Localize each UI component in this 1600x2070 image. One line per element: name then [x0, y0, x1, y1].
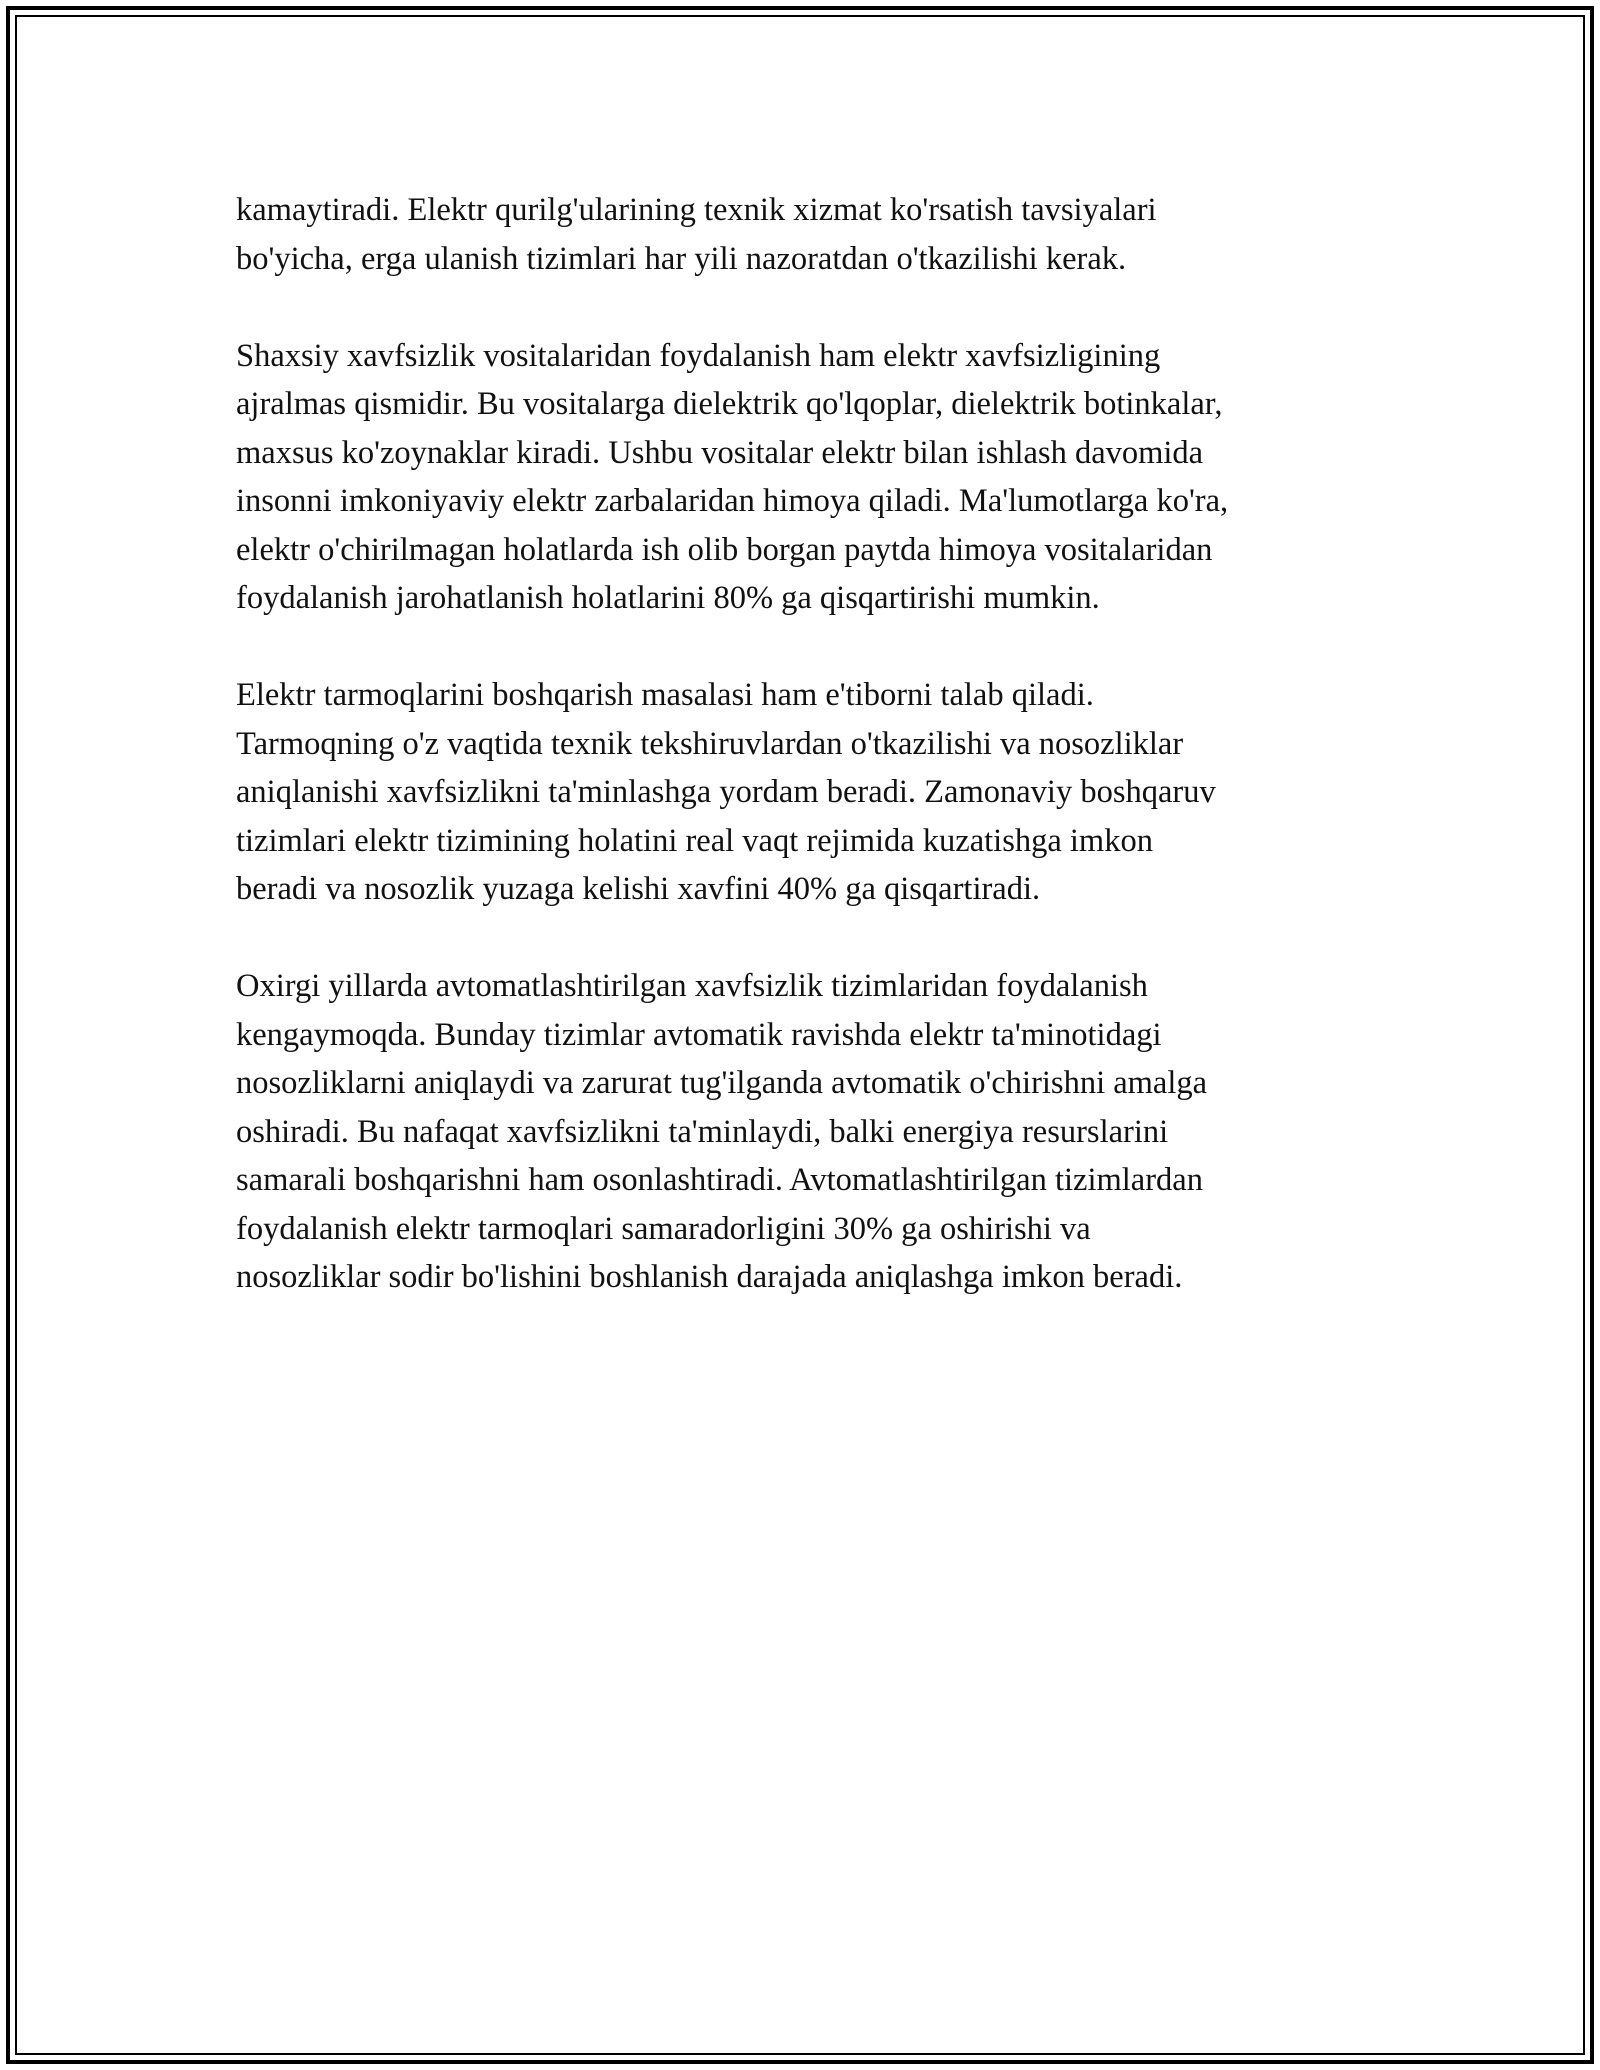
paragraph-2 — [236, 332, 1366, 623]
text-line: elektr o'chirilmagan holatlarda ish olib borgan paytda himoya vositalaridan — [236, 531, 1213, 568]
text-line: beradi va nosozlik yuzaga kelishi xavfini 40% ga qisqartiradi. — [236, 871, 1041, 907]
paragraph-3 — [236, 671, 1366, 914]
text-line: nosozliklar sodir bo'lishini boshlanish darajada aniqlashga imkon beradi. — [236, 1259, 1183, 1295]
text-line: Tarmoqning o'z vaqtida texnik tekshiruvlardan o'tkazilishi va nosozliklar — [236, 725, 1184, 762]
text-line: ajralmas qismidir. Bu vositalarga dielektrik qo'lqoplar, dielektrik botinkalar, — [236, 386, 1223, 422]
text-line: tizimlari elektr tizimining holatini real vaqt rejimida kuzatishga imkon — [236, 822, 1153, 859]
text-line: foydalanish jarohatlanish holatlarini 80% ga qisqartirishi mumkin. — [236, 580, 1100, 616]
text-line: nosozliklarni aniqlaydi va zarurat tug'ilganda avtomatik o'chirishni amalga — [236, 1065, 1208, 1101]
text-line: aniqlanishi xavfsizlikni ta'minlashga yordam beradi. Zamonaviy boshqaruv — [236, 774, 1216, 810]
text-line: kengaymoqda. Bunday tizimlar avtomatik ravishda elektr ta'minotidagi — [236, 1016, 1162, 1053]
text-line: kamaytiradi. Elektr qurilg'ularining texnik xizmat ko'rsatish tavsiyalari — [236, 192, 1157, 228]
text-line: bo'yicha, erga ulanish tizimlari har yili nazoratdan o'tkazilishi kerak. — [236, 240, 1127, 277]
paragraph-4 — [236, 962, 1366, 1302]
text-line: Elektr tarmoqlarini boshqarish masalasi ham e'tiborni talab qiladi. — [236, 677, 1094, 713]
text-line: Oxirgi yillarda avtomatlashtirilgan xavfsizlik tizimlaridan foydalanish — [236, 968, 1148, 1004]
text-line: maxsus ko'zoynaklar kiradi. Ushbu vositalar elektr bilan ishlash davomida — [236, 434, 1204, 471]
text-line: samarali boshqarishni ham osonlashtiradi. Avtomatlashtirilgan tizimlardan — [236, 1162, 1203, 1198]
text-line: insonni imkoniyaviy elektr zarbalaridan himoya qiladi. Ma'lumotlarga ko'ra, — [236, 483, 1229, 519]
text-line: oshiradi. Bu nafaqat xavfsizlikni ta'minlaydi, balki energiya resurslarini — [236, 1113, 1169, 1150]
text-line: Shaxsiy xavfsizlik vositalaridan foydalanish ham elektr xavfsizligining — [236, 337, 1161, 374]
text-line: foydalanish elektr tarmoqlari samaradorligini 30% ga oshirishi va — [236, 1210, 1091, 1247]
document-body — [236, 186, 1366, 1350]
paragraph-1 — [236, 186, 1366, 283]
